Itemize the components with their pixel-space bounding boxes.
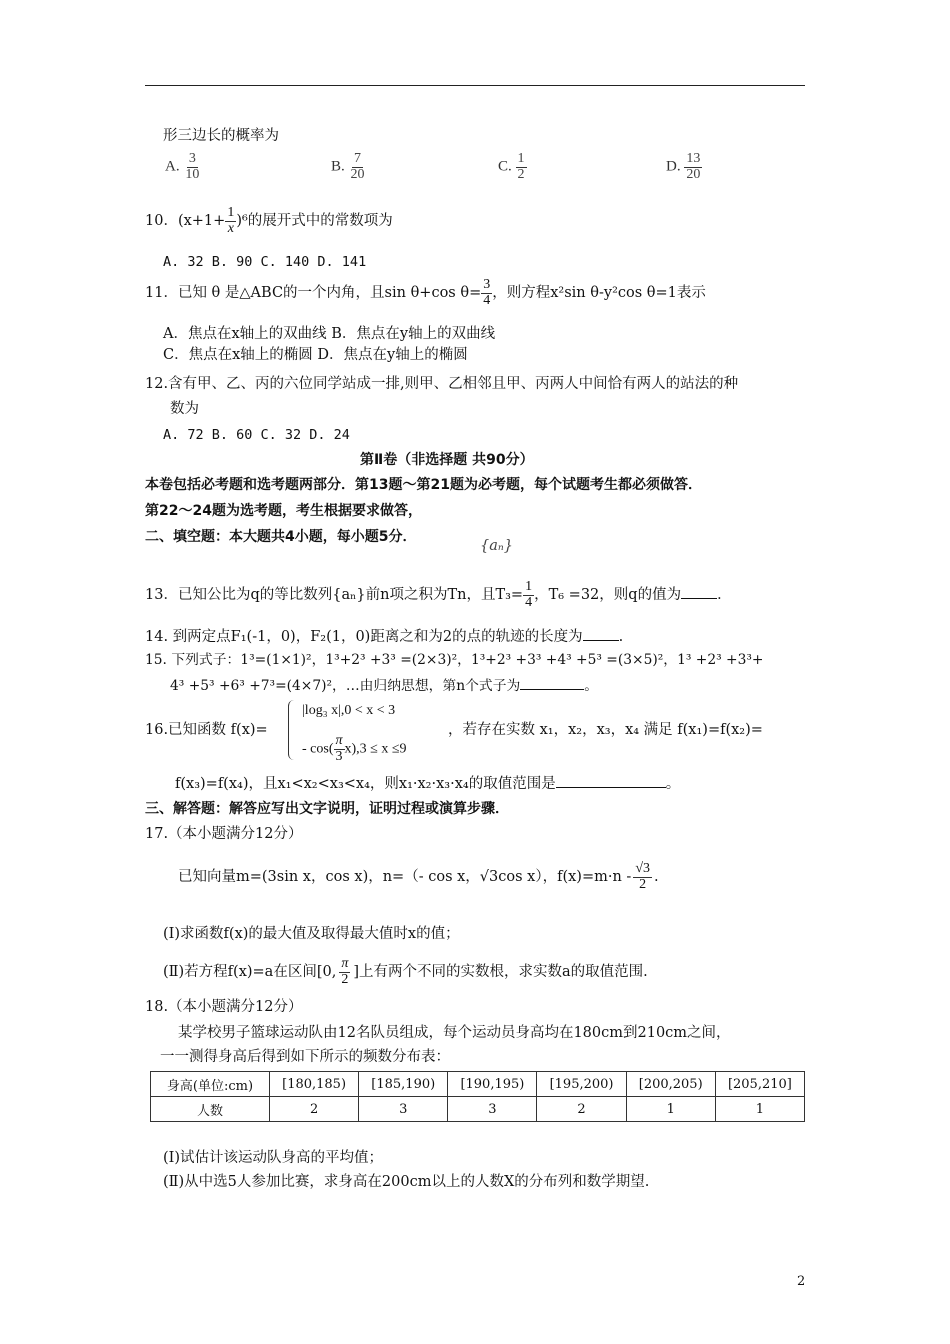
fraction: $\frac{1}{2}$ xyxy=(517,151,525,182)
fraction: $\frac{1}{x}$ xyxy=(227,205,235,236)
table-header-cell: [180,185) xyxy=(270,1072,359,1097)
q11-options-ab: A．焦点在x轴上的双曲线 B．焦点在y轴上的双曲线 xyxy=(163,326,496,342)
q18-part1: (Ⅰ)试估计该运动队身高的平均值； xyxy=(163,1150,384,1166)
q9-option-b: B. $\frac{7}{20}$ xyxy=(331,151,365,182)
q9-option-d: D. $\frac{13}{20}$ xyxy=(666,151,701,182)
q14-stem: 14. 到两定点F₁(-1，0)，F₂(1，0)距离之和为2的点的轨迹的长度为 . xyxy=(145,629,624,645)
fraction: $\frac{13}{20}$ xyxy=(686,151,701,182)
part2-intro1: 本卷包括必考题和选考题两部分．第13题～第21题为必考题，每个试题考生都必须做答． xyxy=(145,477,702,493)
fraction: $\frac{\pi}{3}$ xyxy=(335,733,343,764)
q16-prefix: 16.已知函数 f(x)= xyxy=(145,722,268,738)
page-number: 2 xyxy=(797,1274,806,1289)
section3-title: 三、解答题：解答应写出文字说明，证明过程或演算步骤． xyxy=(145,801,509,817)
header-rule xyxy=(145,85,805,86)
table-cell: 2 xyxy=(270,1097,359,1122)
q13-stem: 13．已知公比为q的等比数列{aₙ}前n项之积为Tn，且T₃= $\frac{1}{4}$ ，T₆ =32，则q的值为 ． xyxy=(145,579,732,610)
q18-body1: 某学校男子篮球运动队由12名队员组成，每个运动员身高均在180cm到210cm之间， xyxy=(178,1025,731,1041)
table-header-cell: [205,210] xyxy=(715,1072,804,1097)
part2-intro2: 第22～24题为选考题，考生根据要求做答， xyxy=(145,503,422,519)
q17-vectors: 已知向量m=(3sin x，cos x)，n=（- cos x，√3cos x），f(x)=m·n - $\frac{√3}{2}$ . xyxy=(178,861,659,892)
q16-case2: - cos( $\frac{\pi}{3}$ x),3 ≤ x ≤9 xyxy=(302,733,407,764)
piecewise-brace xyxy=(288,700,299,760)
table-cell: 人数 xyxy=(151,1097,270,1122)
table-header-cell: [185,190) xyxy=(359,1072,448,1097)
q18-head: 18.（本小题满分12分） xyxy=(145,999,303,1015)
fraction: $\frac{3}{4}$ xyxy=(483,277,491,308)
part2-title: 第Ⅱ卷（非选择题 共90分） xyxy=(360,452,534,468)
fraction: $\frac{√3}{2}$ xyxy=(635,861,650,892)
q16-suffix: ，若存在实数 x₁，x₂，x₃，x₄ 满足 f(x₁)=f(x₂)= xyxy=(448,722,763,738)
q9-tail: 形三边长的概率为 xyxy=(163,128,279,144)
frequency-table xyxy=(150,1071,805,1122)
q16-line2: f(x₃)=f(x₄)，且x₁<x₂<x₃<x₄，则x₁·x₂·x₃·x₄的取值范围是 。 xyxy=(175,776,681,792)
q11-options-cd: C．焦点在x轴上的椭圆 D．焦点在y轴上的椭圆 xyxy=(163,347,468,363)
q9-option-c: C. $\frac{1}{2}$ xyxy=(498,151,525,182)
q12-options: A. 72 B. 60 C. 32 D. 24 xyxy=(163,427,350,443)
q15-line1: 15. 下列式子：1³=(1×1)²，1³+2³ +3³ =(2×3)²，1³+2³ +3³ +4³ +5³ =(3×5)²，1³ +2³ +3³+ xyxy=(145,652,764,668)
fraction: $\frac{1}{4}$ xyxy=(525,579,533,610)
table-cell: 3 xyxy=(359,1097,448,1122)
answer-blank xyxy=(681,586,717,599)
table-cell: 1 xyxy=(626,1097,715,1122)
table-header-cell: 身高(单位:cm) xyxy=(151,1072,270,1097)
q16-case1: |log₃ x|,0 < x < 3 xyxy=(302,703,396,718)
q12-line1: 12.含有甲、乙、丙的六位同学站成一排,则甲、乙相邻且甲、丙两人中间恰有两人的站法的种 xyxy=(145,376,739,392)
table-header-cell: [195,200) xyxy=(537,1072,626,1097)
q17-part1: (Ⅰ)求函数f(x)的最大值及取得最大值时x的值； xyxy=(163,926,460,942)
q11-stem: 11．已知 θ 是△ABC的一个内角，且sin θ+cos θ= $\frac{3}{4}$ ，则方程x²sin θ-y²cos θ=1表示 xyxy=(145,277,706,308)
answer-blank xyxy=(583,628,619,641)
answer-blank xyxy=(520,677,584,690)
table-cell: 1 xyxy=(715,1097,804,1122)
q10-options: A. 32 B. 90 C. 140 D. 141 xyxy=(163,254,367,270)
q17-head: 17.（本小题满分12分） xyxy=(145,826,303,842)
q18-part2: (Ⅱ)从中选5人参加比赛，求身高在200cm以上的人数X的分布列和数学期望. xyxy=(163,1174,650,1190)
q10-stem: 10．(x+1+ $\frac{1}{x}$ )⁶的展开式中的常数项为 xyxy=(145,205,393,236)
q9-option-a: A. $\frac{3}{10}$ xyxy=(165,151,200,182)
q15-line2: 4³ +5³ +6³ +7³=(4×7)²，…由归纳思想，第n个式子为 。 xyxy=(170,678,599,694)
q17-part2: (Ⅱ)若方程f(x)=a在区间[0, $\frac{\pi}{2}$ ]上有两个不同的实数根，求实数a的取值范围. xyxy=(163,956,648,987)
fraction: $\frac{7}{20}$ xyxy=(350,151,365,182)
table-header-cell: [190,195) xyxy=(448,1072,537,1097)
section2-title: 二、填空题：本大题共4小题，每小题5分． xyxy=(145,529,417,545)
table-cell: 2 xyxy=(537,1097,626,1122)
table-header-cell: [200,205) xyxy=(626,1072,715,1097)
table-row xyxy=(151,1097,805,1122)
fraction: $\frac{\pi}{2}$ xyxy=(341,956,349,987)
fraction: $\frac{3}{10}$ xyxy=(185,151,200,182)
answer-blank xyxy=(556,775,666,788)
stray-sequence-symbol: {aₙ} xyxy=(480,538,513,554)
table-row xyxy=(151,1072,805,1097)
q18-body2: 一一测得身高后得到如下所示的频数分布表： xyxy=(160,1049,450,1065)
table-cell: 3 xyxy=(448,1097,537,1122)
q12-line2: 数为 xyxy=(170,401,199,417)
